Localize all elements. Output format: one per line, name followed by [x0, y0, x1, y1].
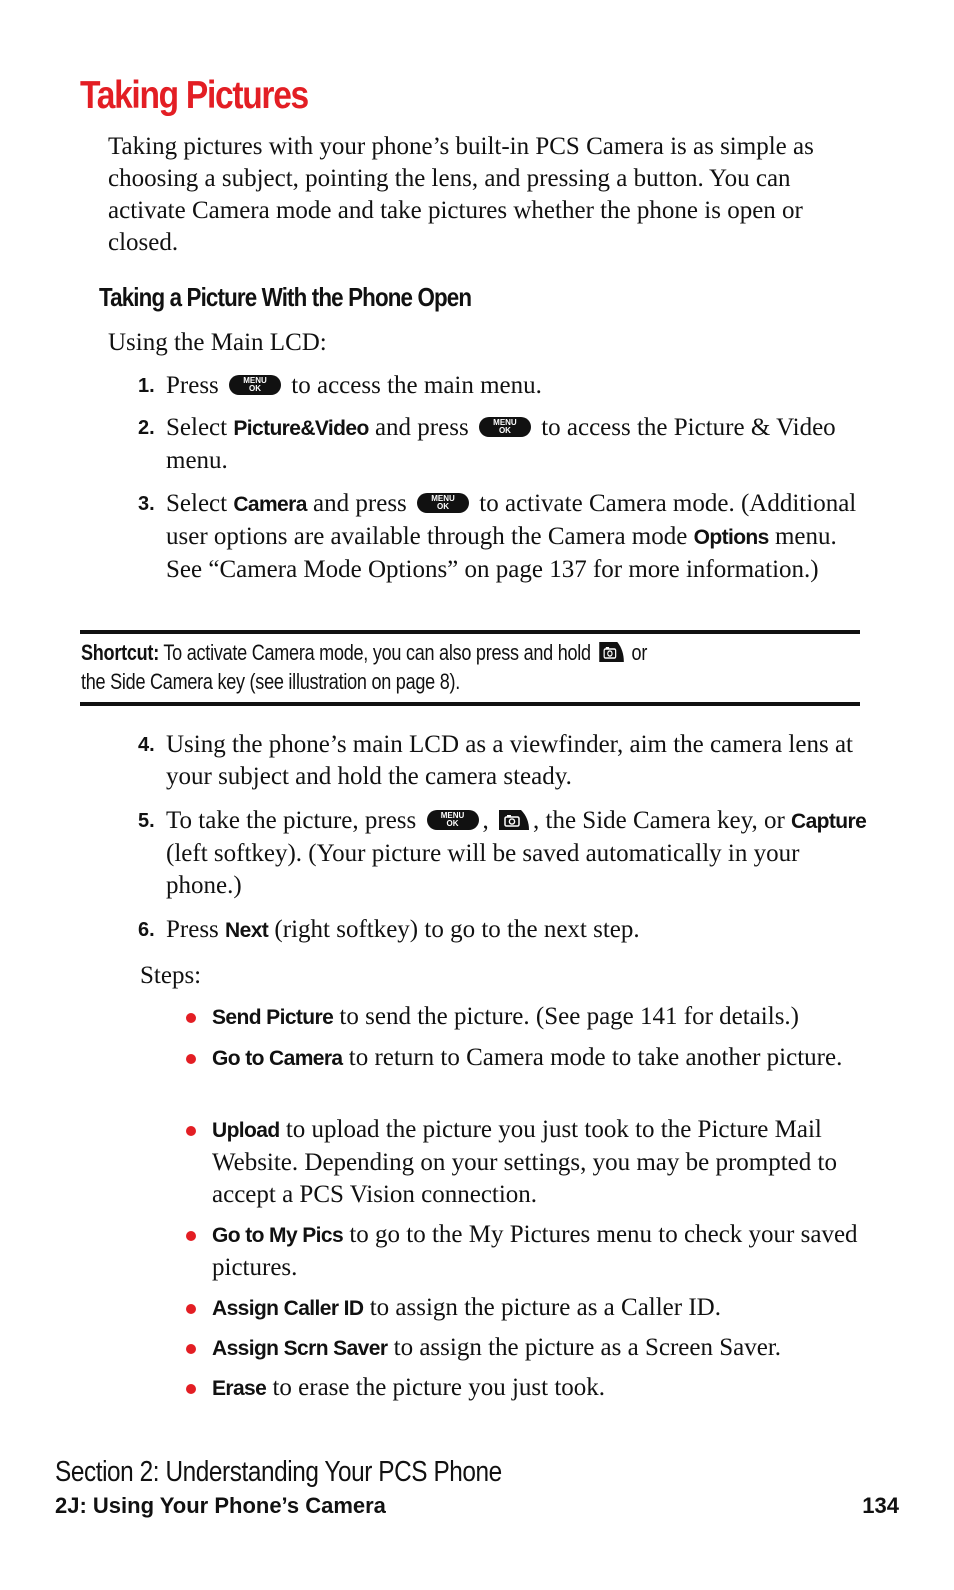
step-text: menu. See “Camera Mode Options” on page 137 for more information.): [166, 523, 837, 583]
list-item: [186, 1372, 866, 1405]
menu-option-label: Picture&Video: [233, 417, 369, 440]
bullet-icon: [186, 1013, 196, 1023]
menu-ok-key-icon: MENU OK: [417, 493, 469, 513]
step-text: Select: [166, 490, 228, 517]
option-label: Send Picture: [212, 1006, 334, 1029]
list-item: [186, 1219, 866, 1284]
step-number: 6.: [138, 919, 155, 941]
bullet-icon: [186, 1126, 196, 1136]
step-number: 5.: [138, 810, 155, 832]
bullet-icon: [186, 1054, 196, 1064]
menu-ok-key-icon: MENU OK: [229, 375, 281, 395]
option-description: to assign the picture as a Screen Saver.: [393, 1334, 782, 1361]
step-4: [138, 729, 868, 793]
step-text: (left softkey). (Your picture will be saved automatically in your phone.): [166, 840, 800, 899]
step-text: ,: [482, 807, 489, 834]
step-number: 1.: [138, 375, 155, 397]
step-6: [138, 914, 868, 947]
step-text: Press: [166, 372, 219, 399]
camera-key-icon: [497, 808, 531, 832]
shortcut-body: To activate Camera mode, you can also press and hold: [163, 640, 591, 665]
step-1: [138, 370, 868, 402]
step-text: and press: [313, 490, 407, 517]
shortcut-body: the Side Camera key (see illustration on page 8).: [81, 669, 461, 694]
option-label: Upload: [212, 1119, 280, 1142]
footer-chapter-title: 2J: Using Your Phone’s Camera: [55, 1493, 386, 1518]
shortcut-label: Shortcut:: [81, 640, 159, 665]
list-item: [186, 1114, 866, 1211]
option-label: Erase: [212, 1377, 267, 1400]
list-item: [186, 1001, 866, 1034]
bullet-icon: [186, 1384, 196, 1394]
step-text: (right softkey) to go to the next step.: [274, 916, 640, 943]
shortcut-text: [81, 638, 819, 696]
bullet-icon: [186, 1344, 196, 1354]
option-label: Go to My Pics: [212, 1224, 344, 1247]
step-text: to access the Picture & Video menu.: [166, 414, 836, 474]
step-text: Select: [166, 414, 228, 441]
shortcut-body: or: [631, 640, 648, 665]
list-item: [186, 1292, 866, 1325]
step-number: 2.: [138, 417, 155, 439]
option-description: to go to the My Pictures menu to check your saved pictures.: [212, 1221, 858, 1281]
step-text: to access the main menu.: [291, 372, 542, 399]
bullet-icon: [186, 1231, 196, 1241]
step-text: , the Side Camera key, or: [533, 807, 785, 834]
step-number: 3.: [138, 493, 155, 515]
menu-ok-key-icon: MENU OK: [479, 417, 531, 437]
option-description: to upload the picture you just took to the Picture Mail Website. Depending on your settings, you may be prompted to accept a PCS Vision connection.: [212, 1116, 837, 1208]
option-label: Go to Camera: [212, 1047, 343, 1070]
step-number: 4.: [138, 734, 155, 756]
list-item: [186, 1042, 866, 1075]
step-text: Using the phone’s main LCD as a viewfinder, aim the camera lens at your subject and hold the camera steady.: [166, 731, 853, 790]
page-title: Taking Pictures: [80, 74, 308, 117]
list-item: [186, 1332, 866, 1365]
softkey-label: Next: [225, 919, 269, 942]
bullet-icon: [186, 1304, 196, 1314]
menu-ok-key-icon: MENU OK: [427, 810, 479, 830]
step-text: and press: [374, 414, 469, 441]
option-description: to send the picture. (See page 141 for details.): [339, 1003, 799, 1030]
menu-option-label: Options: [693, 526, 769, 549]
step-5: [138, 805, 868, 902]
option-description: to return to Camera mode to take another picture.: [348, 1044, 843, 1071]
step-text: to activate Camera mode. (Additional user options are available through the Camera mode: [166, 490, 857, 550]
softkey-label: Capture: [791, 810, 867, 833]
section-subheading: Taking a Picture With the Phone Open: [99, 282, 472, 312]
option-label: Assign Caller ID: [212, 1297, 364, 1320]
footer-section-title: Section 2: Understanding Your PCS Phone: [55, 1456, 502, 1488]
camera-key-icon: [597, 640, 625, 664]
lead-text: Using the Main LCD:: [108, 329, 327, 356]
step-text: To take the picture, press: [166, 807, 417, 834]
step-3: [138, 488, 868, 586]
intro-paragraph: Taking pictures with your phone’s built-in PCS Camera is as simple as choosing a subject, pointing the lens, and pressing a button. You can activate Camera mode and take pictures whether the phone is open or closed.: [108, 133, 814, 256]
page-number: 134: [862, 1493, 899, 1518]
step-text: Press: [166, 916, 219, 943]
menu-option-label: Camera: [233, 493, 307, 516]
option-label: Assign Scrn Saver: [212, 1337, 388, 1360]
option-description: to erase the picture you just took.: [272, 1374, 606, 1401]
option-description: to assign the picture as a Caller ID.: [369, 1294, 721, 1321]
steps-label: Steps:: [140, 962, 202, 989]
step-2: [138, 412, 868, 477]
